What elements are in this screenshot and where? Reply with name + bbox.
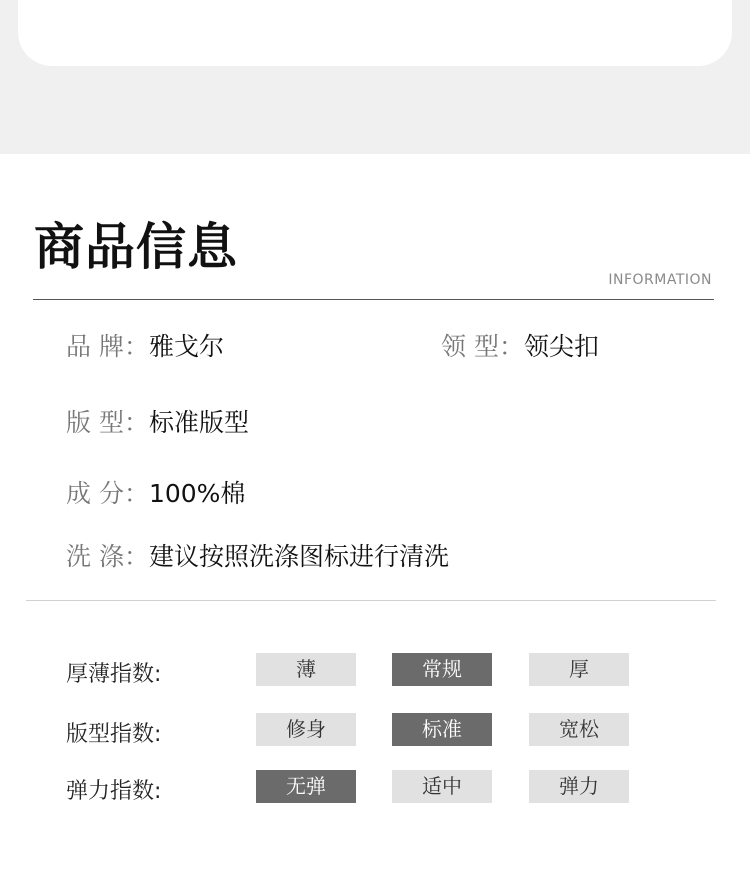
top-card	[18, 0, 732, 66]
index-option: 常规	[392, 653, 492, 686]
wash-value: 建议按照洗涤图标进行清洗	[148, 542, 449, 571]
info-fit	[66, 410, 249, 435]
index-label: 厚薄指数:	[66, 662, 162, 687]
info-wash	[66, 544, 449, 569]
index-option: 标准	[392, 713, 492, 746]
index-option: 薄	[256, 653, 356, 686]
info-brand	[66, 334, 224, 359]
collar-label: 领 型：	[441, 332, 524, 361]
brand-label: 品 牌：	[66, 332, 149, 361]
material-label: 成 分：	[66, 479, 149, 508]
title-divider	[33, 299, 714, 300]
material-value: 100%棉	[148, 479, 246, 508]
index-option: 宽松	[529, 713, 629, 746]
collar-value: 领尖扣	[523, 332, 599, 361]
section-subtitle: INFORMATION	[608, 272, 712, 288]
index-option: 弹力	[529, 770, 629, 803]
index-label: 版型指数:	[66, 722, 162, 747]
wash-label: 洗 涤：	[66, 542, 149, 571]
index-label: 弹力指数:	[66, 779, 162, 804]
brand-value: 雅戈尔	[148, 332, 224, 361]
section-divider	[26, 600, 716, 601]
section-title: 商品信息	[34, 218, 238, 276]
index-option: 无弹	[256, 770, 356, 803]
info-collar	[441, 334, 599, 359]
fit-label: 版 型：	[66, 408, 149, 437]
index-option: 厚	[529, 653, 629, 686]
index-option: 修身	[256, 713, 356, 746]
fit-value: 标准版型	[148, 408, 249, 437]
index-option: 适中	[392, 770, 492, 803]
info-material	[66, 481, 245, 506]
